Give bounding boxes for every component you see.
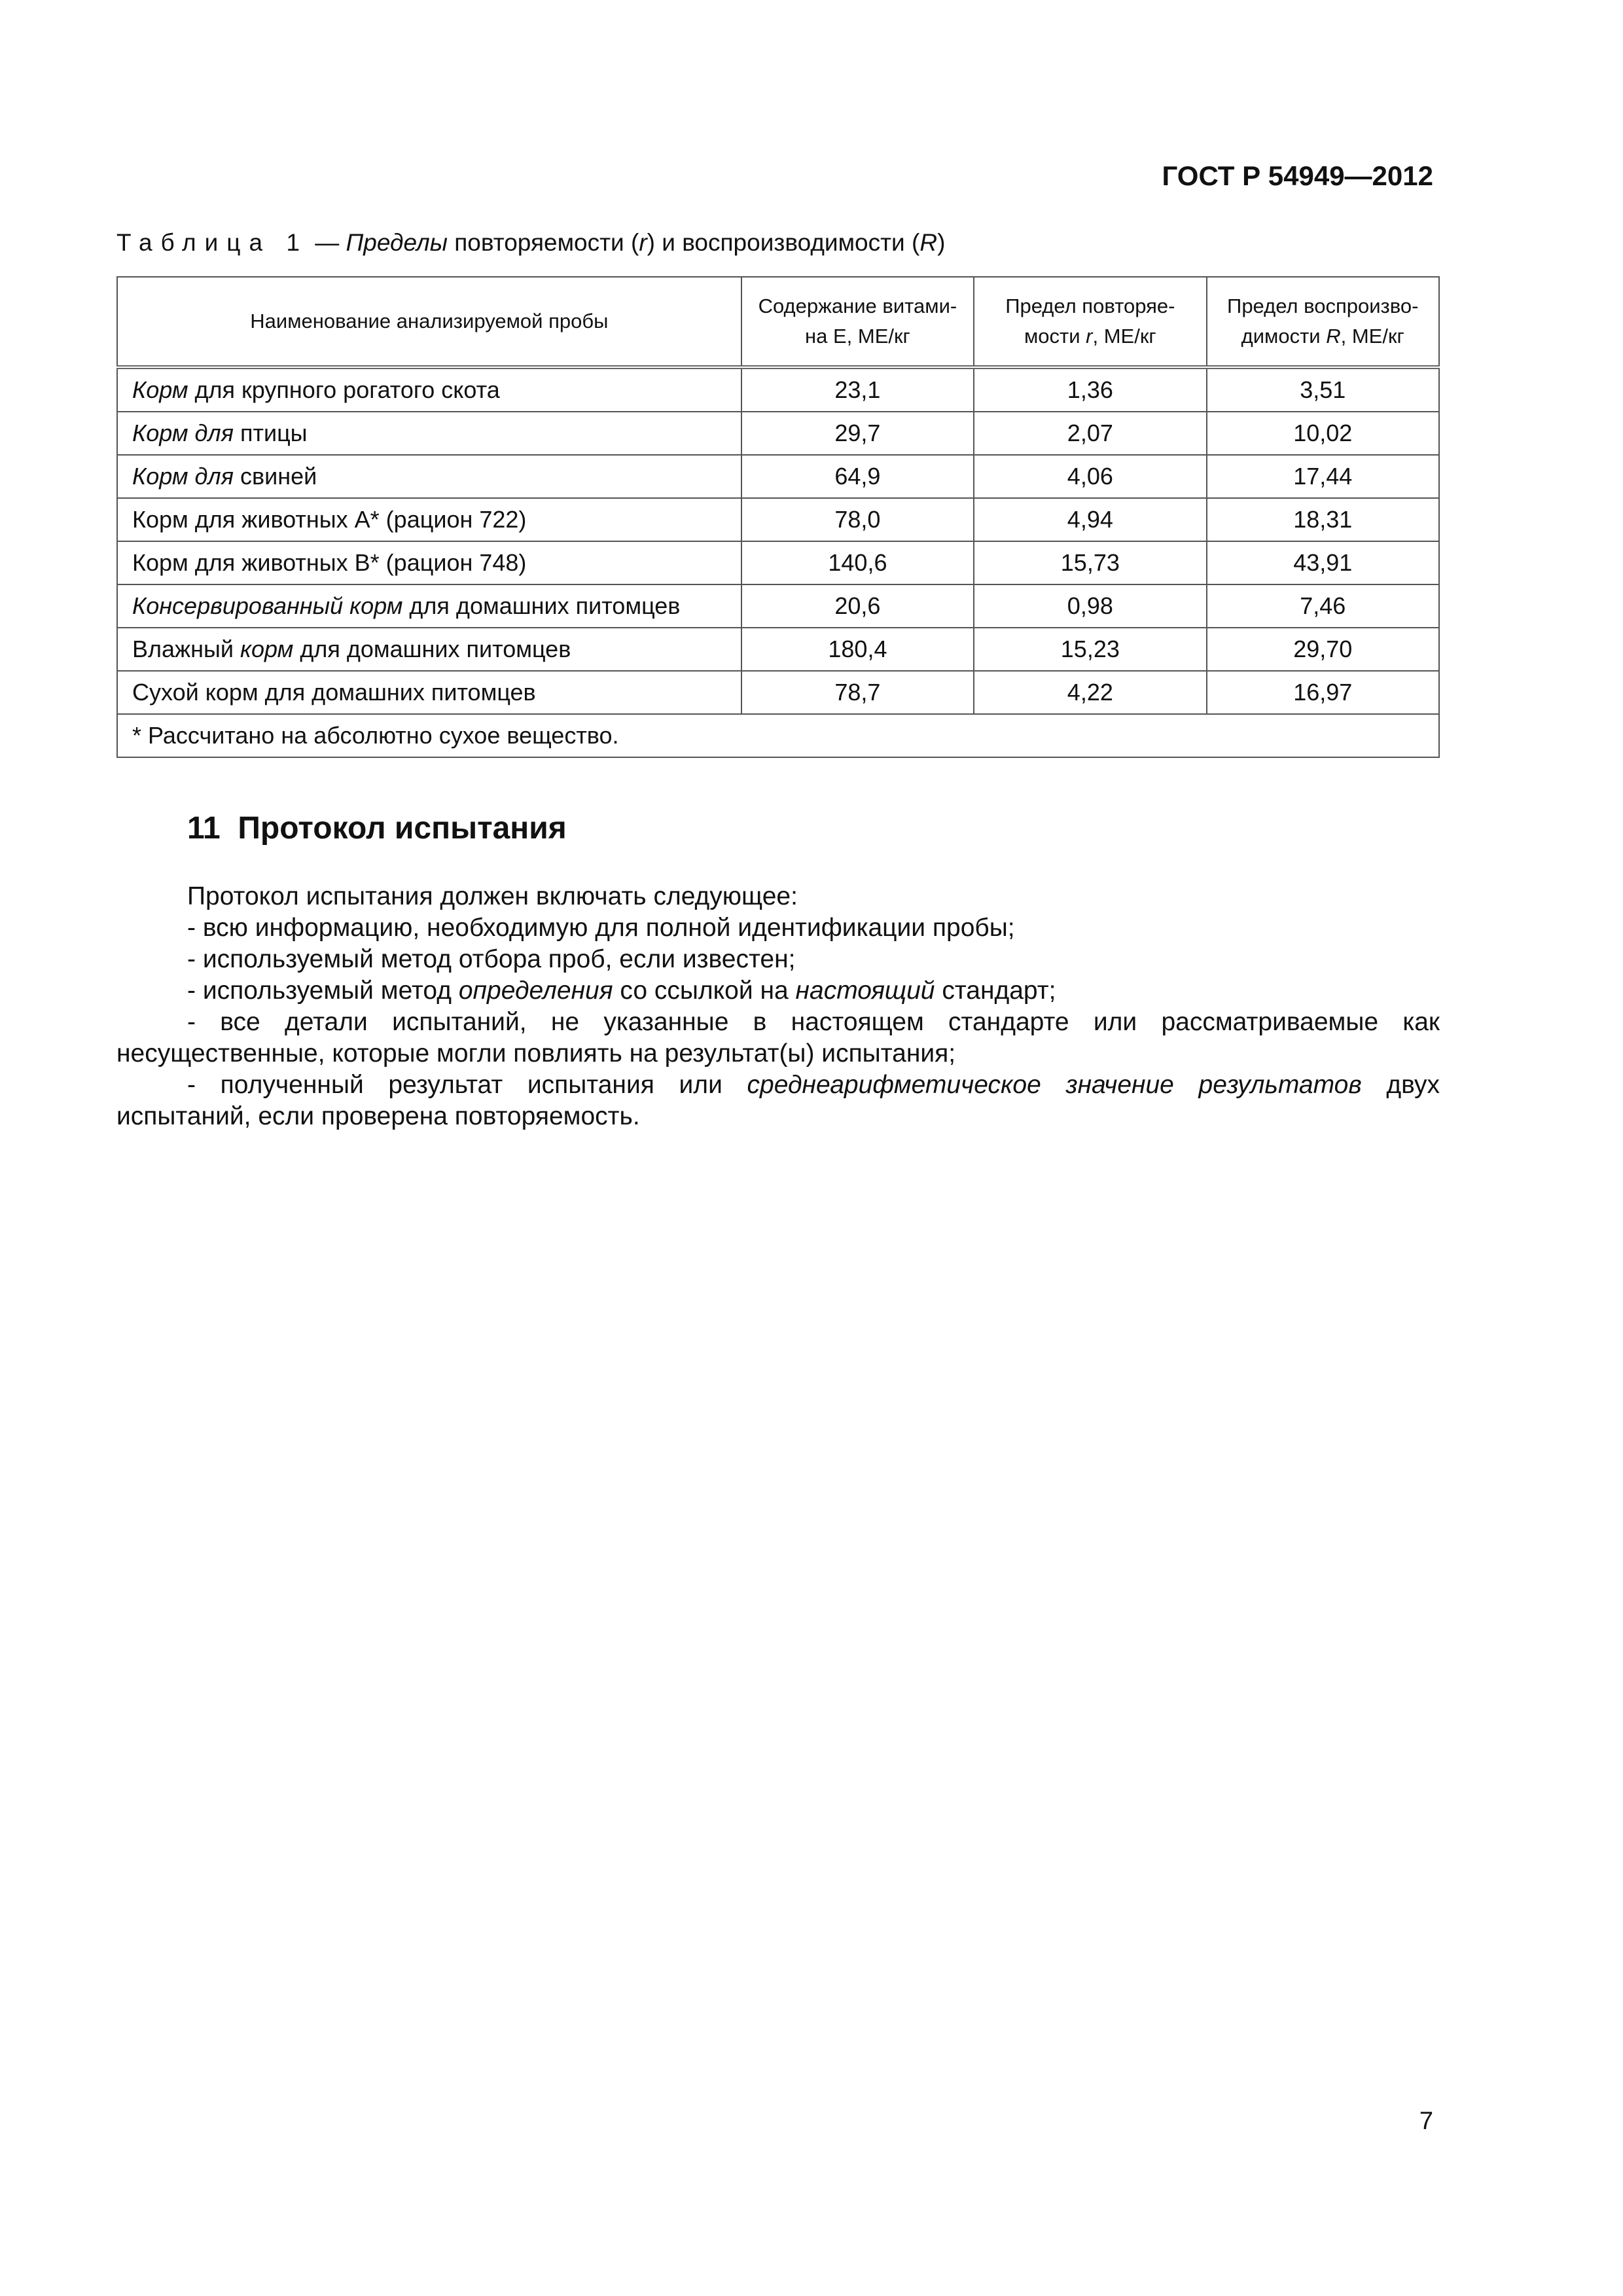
sample-name-cell (117, 628, 741, 671)
section-title: Протокол испытания (238, 811, 567, 846)
repeatability-cell: 2,07 (974, 412, 1206, 455)
header-repeatability-line2b: , МЕ/кг (1092, 325, 1156, 348)
table-caption-text-1: повторяемости ( (447, 229, 639, 256)
table-caption-label: Таблица 1 (116, 229, 308, 256)
reproducibility-cell: 3,51 (1207, 367, 1440, 412)
document-id: ГОСТ Р 54949—2012 (1162, 160, 1433, 191)
table-caption-dash: — (308, 229, 346, 256)
list-item-text: - полученный результат испытания или (187, 1071, 747, 1099)
header-vitamin-e (741, 277, 974, 367)
vitamin-e-cell: 23,1 (741, 367, 974, 412)
table-row (117, 455, 1439, 498)
sample-name-italic: корм (240, 636, 294, 662)
vitamin-e-cell: 78,0 (741, 498, 974, 541)
page-number: 7 (1419, 2108, 1433, 2135)
list-item-text: со ссылкой на (613, 977, 796, 1005)
sample-name-plain: Корм для животных В* (рацион 748) (132, 549, 527, 576)
sample-name-cell (117, 412, 741, 455)
sample-name-cell (117, 541, 741, 584)
vitamin-e-cell: 20,6 (741, 584, 974, 628)
list-item-text: - используемый метод (187, 977, 459, 1005)
table-row (117, 628, 1439, 671)
list-item-italic: среднеарифметическое значение результатов (747, 1071, 1362, 1099)
header-reproducibility-var: R (1326, 325, 1341, 348)
table-caption-text-2: ) и воспроизводимости ( (647, 229, 920, 256)
repeatability-cell: 0,98 (974, 584, 1206, 628)
header-reproducibility (1207, 277, 1440, 367)
sample-name-plain: для крупного рогатого скота (188, 376, 500, 403)
table-row (117, 412, 1439, 455)
header-vitamin-e-line2: на Е, МЕ/кг (805, 325, 910, 348)
table-row (117, 584, 1439, 628)
sample-name-plain: для домашних питомцев (402, 592, 681, 619)
table-caption-var-r: r (639, 229, 647, 256)
sample-name-cell (117, 367, 741, 412)
repeatability-cell: 15,73 (974, 541, 1206, 584)
sample-name-italic: Корм для (132, 463, 234, 490)
header-reproducibility-line1: Предел воспроизво- (1227, 295, 1419, 317)
reproducibility-cell: 29,70 (1207, 628, 1440, 671)
vitamin-e-cell: 140,6 (741, 541, 974, 584)
table-row (117, 367, 1439, 412)
header-vitamin-e-line1: Содержание витами- (758, 295, 957, 317)
header-sample-name: Наименование анализируемой пробы (117, 277, 741, 367)
table-caption-text-3: ) (937, 229, 946, 256)
sample-name-plain: Корм для животных А* (рацион 722) (132, 506, 527, 533)
table-header (117, 277, 1439, 367)
list-item (116, 1069, 1440, 1132)
reproducibility-cell: 7,46 (1207, 584, 1440, 628)
sample-name-plain: птицы (233, 420, 308, 446)
list-item-italic: определения (458, 977, 613, 1005)
reproducibility-cell: 16,97 (1207, 671, 1440, 714)
repeatability-cell: 4,94 (974, 498, 1206, 541)
list-item: - используемый метод отбора проб, если известен; (187, 945, 796, 973)
sample-name-plain: для домашних питомцев (293, 636, 571, 662)
sample-name-italic: Консервированный корм (132, 592, 403, 619)
list-item: - все детали испытаний, не указанные в настоящем стандарте или рассматриваемые как несущественные, которые могли повлиять на результат(ы) испытания; (116, 1008, 1440, 1067)
list-item-text: двух испытаний, если проверена повторяемость. (116, 1071, 1440, 1130)
list-item-italic: настоящий (795, 977, 935, 1005)
vitamin-e-cell: 64,9 (741, 455, 974, 498)
header-repeatability-var: r (1086, 325, 1093, 348)
sample-name-cell (117, 584, 741, 628)
table-row (117, 671, 1439, 714)
vitamin-e-cell: 29,7 (741, 412, 974, 455)
table-caption-var-R: R (919, 229, 938, 256)
vitamin-e-cell: 78,7 (741, 671, 974, 714)
repeatability-cell: 4,22 (974, 671, 1206, 714)
table-caption-italic-word: Пределы (346, 229, 448, 256)
list-item-text: стандарт; (935, 977, 1056, 1005)
table-caption (116, 229, 945, 257)
table-row (117, 498, 1439, 541)
table-footnote-row (117, 714, 1439, 757)
section-body (116, 881, 1440, 1132)
sample-name-plain: свиней (233, 463, 317, 490)
repeatability-cell: 4,06 (974, 455, 1206, 498)
sample-name-italic: Корм (132, 376, 188, 403)
sample-name-cell (117, 455, 741, 498)
sample-name-plain: Сухой корм для домашних питомцев (132, 679, 536, 706)
header-repeatability-line2a: мости (1024, 325, 1086, 348)
header-repeatability (974, 277, 1206, 367)
limits-table (116, 276, 1440, 758)
reproducibility-cell: 43,91 (1207, 541, 1440, 584)
header-reproducibility-line2b: , МЕ/кг (1340, 325, 1404, 348)
section-heading (187, 810, 567, 846)
sample-name-cell (117, 671, 741, 714)
list-item: - всю информацию, необходимую для полной идентификации пробы; (187, 914, 1015, 942)
section-number: 11 (187, 811, 221, 846)
table-row (117, 541, 1439, 584)
table-header-row (117, 277, 1439, 367)
table-footnote: * Рассчитано на абсолютно сухое вещество. (117, 714, 1439, 757)
repeatability-cell: 1,36 (974, 367, 1206, 412)
vitamin-e-cell: 180,4 (741, 628, 974, 671)
header-reproducibility-line2a: димости (1241, 325, 1327, 348)
repeatability-cell: 15,23 (974, 628, 1206, 671)
sample-name-cell (117, 498, 741, 541)
body-intro: Протокол испытания должен включать следующее: (187, 882, 798, 910)
reproducibility-cell: 18,31 (1207, 498, 1440, 541)
sample-name-italic: Корм для (132, 420, 234, 446)
list-item (116, 975, 1440, 1007)
table-body (117, 367, 1439, 757)
reproducibility-cell: 10,02 (1207, 412, 1440, 455)
sample-name-pre: Влажный (132, 636, 240, 662)
reproducibility-cell: 17,44 (1207, 455, 1440, 498)
header-repeatability-line1: Предел повторяе- (1005, 295, 1175, 317)
